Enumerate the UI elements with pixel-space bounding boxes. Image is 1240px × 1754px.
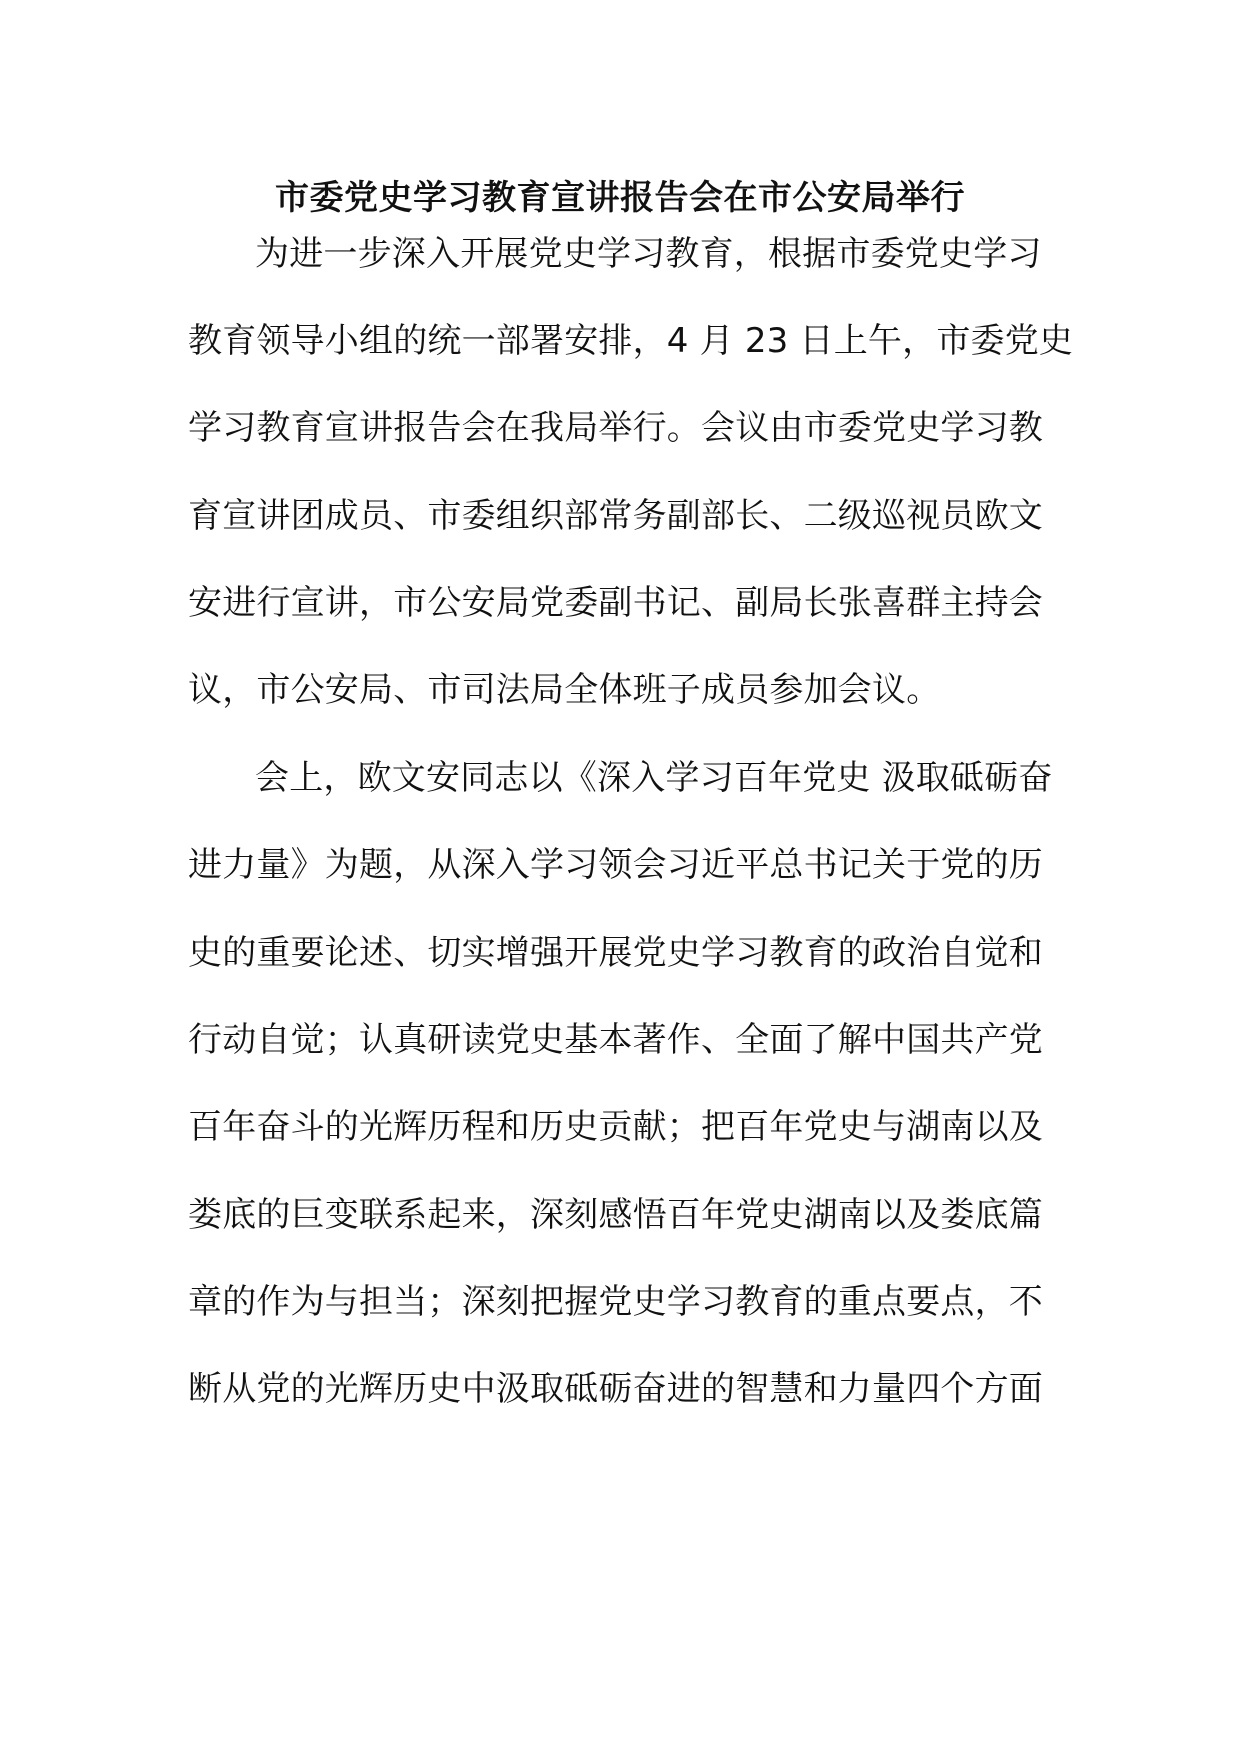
paragraph-line: 育宣讲团成员、市委组织部常务副部长、二级巡视员欧文: [188, 496, 1043, 536]
paragraph-line: 学习教育宣讲报告会在我局举行。会议由市委党史学习教: [188, 408, 1043, 448]
paragraph-line: 议，市公安局、市司法局全体班子成员参加会议。: [188, 670, 941, 710]
paragraph-line: 为进一步深入开展党史学习教育，根据市委党史学习: [255, 234, 1042, 274]
paragraph-line: 进力量》为题，从深入学习领会习近平总书记关于党的历: [188, 845, 1043, 885]
paragraph-line: 教育领导小组的统一部署安排，4 月 23 日上午，市委党史: [188, 321, 1074, 361]
paragraph-line: 安进行宣讲，市公安局党委副书记、副局长张喜群主持会: [188, 583, 1043, 623]
paragraph-line: 行动自觉；认真研读党史基本著作、全面了解中国共产党: [188, 1020, 1043, 1060]
paragraph-line: 百年奋斗的光辉历程和历史贡献；把百年党史与湖南以及: [188, 1107, 1043, 1147]
paragraph-line: 断从党的光辉历史中汲取砥砺奋进的智慧和力量四个方面: [188, 1369, 1043, 1409]
paragraph-line: 会上，欧文安同志以《深入学习百年党史 汲取砥砺奋: [255, 758, 1053, 798]
paragraph-line: 史的重要论述、切实增强开展党史学习教育的政治自觉和: [188, 933, 1043, 973]
paragraph-line: 章的作为与担当；深刻把握党史学习教育的重点要点，不: [188, 1282, 1043, 1322]
paragraph-line: 娄底的巨变联系起来，深刻感悟百年党史湖南以及娄底篇: [188, 1195, 1043, 1235]
document-title: 市委党史学习教育宣讲报告会在市公安局举行: [275, 178, 965, 218]
